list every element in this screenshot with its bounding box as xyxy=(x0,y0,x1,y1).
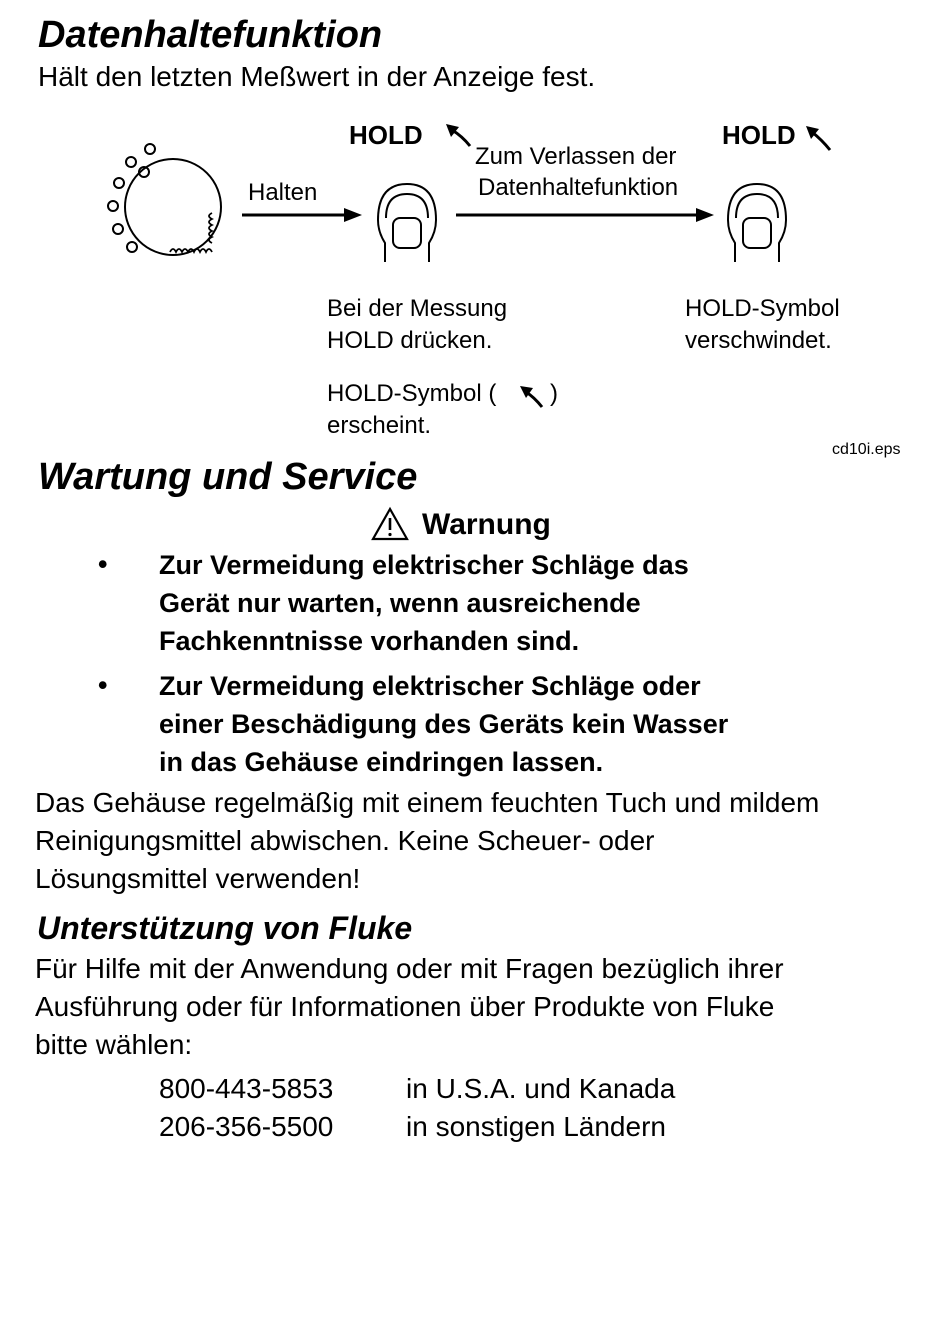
figure-file-ref: cd10i.eps xyxy=(832,441,901,458)
warning-item-2-line2: einer Beschädigung des Geräts kein Wasser xyxy=(159,709,729,739)
section-subtitle: Hält den letzten Meßwert in der Anzeige fest. xyxy=(38,61,596,92)
caption-right-line2: verschwindet. xyxy=(685,327,832,354)
warning-item-1-line1: Zur Vermeidung elektrischer Schläge das xyxy=(159,550,689,580)
bullet-dot: • xyxy=(98,549,108,579)
support-text-line1: Für Hilfe mit der Anwendung oder mit Fragen bezüglich ihrer xyxy=(35,953,784,984)
warning-item-1-line3: Fachkenntnisse vorhanden sind. xyxy=(159,626,580,656)
caption-left-line1: Bei der Messung xyxy=(327,295,508,322)
warning-title: Warnung xyxy=(422,508,551,541)
contact-region-2: in sonstigen Ländern xyxy=(406,1111,666,1142)
caption-symbol-prefix: HOLD-Symbol ( xyxy=(327,380,497,407)
label-exit-line2: Datenhaltefunktion xyxy=(478,174,679,201)
hold-label-right: HOLD xyxy=(722,120,796,150)
contact-region-1: in U.S.A. und Kanada xyxy=(406,1073,676,1104)
warning-item-1-line2: Gerät nur warten, wenn ausreichende xyxy=(159,588,641,618)
section-title-maintenance: Wartung und Service xyxy=(38,456,418,498)
caption-right-line1: HOLD-Symbol xyxy=(685,295,840,322)
support-text-line3: bitte wählen: xyxy=(35,1029,193,1060)
label-exit-line1: Zum Verlassen der xyxy=(475,143,677,170)
caption-left-line2: HOLD drücken. xyxy=(327,327,493,354)
maintenance-text-line3: Lösungsmittel verwenden! xyxy=(35,863,361,894)
support-text-line2: Ausführung oder für Informationen über Produkte von Fluke xyxy=(35,991,775,1022)
maintenance-text-line1: Das Gehäuse regelmäßig mit einem feuchten Tuch und mildem xyxy=(35,787,820,818)
contact-phone-2: 206-356-5500 xyxy=(159,1111,334,1142)
caption-symbol-suffix: ) xyxy=(550,380,558,407)
caption-symbol-line2: erscheint. xyxy=(327,412,432,439)
warning-item-2-line3: in das Gehäuse eindringen lassen. xyxy=(159,747,604,777)
hold-label-left: HOLD xyxy=(349,120,423,150)
contact-phone-1: 800-443-5853 xyxy=(159,1073,334,1104)
section-title-support: Unterstützung von Fluke xyxy=(37,910,413,946)
warning-triangle-icon xyxy=(0,0,950,560)
bullet-dot: • xyxy=(98,670,108,700)
section-title-data-hold: Datenhaltefunktion xyxy=(38,14,383,56)
label-halten: Halten xyxy=(248,179,318,206)
maintenance-text-line2: Reinigungsmittel abwischen. Keine Scheuer- oder xyxy=(35,825,655,856)
warning-item-2-line1: Zur Vermeidung elektrischer Schläge oder xyxy=(159,671,701,701)
